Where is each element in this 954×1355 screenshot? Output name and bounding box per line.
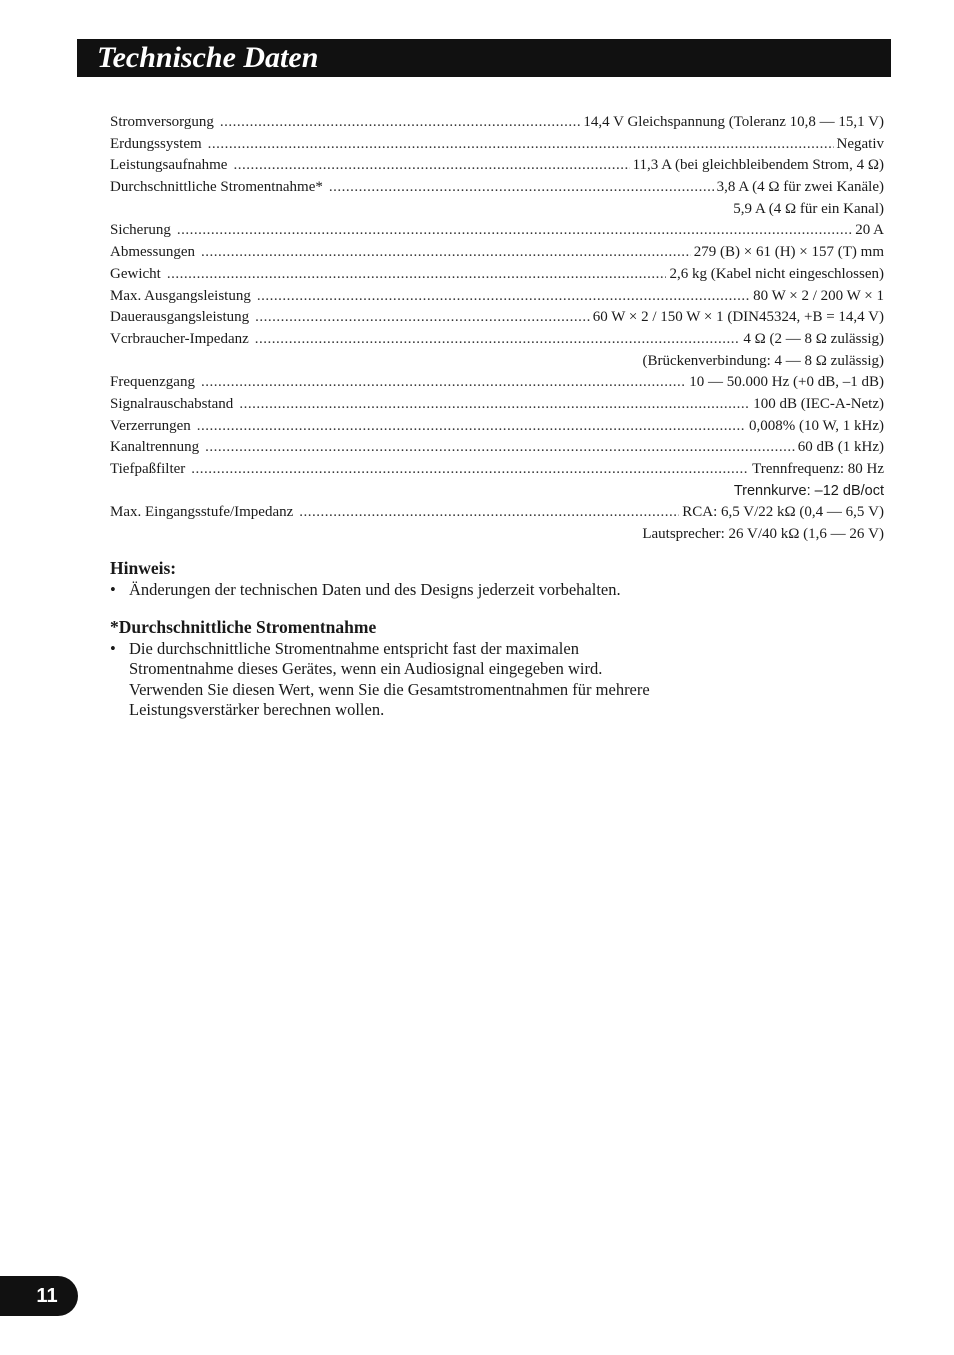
spec-value: 0,008% (10 W, 1 kHz) [749,417,884,434]
spec-list [110,112,884,546]
leader-dots [167,264,667,286]
hinweis-heading: Hinweis: [110,558,177,578]
notes-section [110,556,890,721]
spec-value: 14,4 V Gleichspannung (Toleranz 10,8 — 15,1 V) [583,114,884,130]
spec-label: Kanaltrennung [110,439,200,456]
spec-continuation: 5,9 A (4 Ω für ein Kanal) [733,200,884,217]
stromentnahme-heading: *Durchschnittliche Stromentnahme [110,616,377,637]
hinweis-bullet-item [110,580,890,601]
spec-row [110,286,884,308]
stromentnahme-line: Die durchschnittliche Stromentnahme entspricht fast der maximalen [129,638,579,658]
spec-continuation: Lautsprecher: 26 V/40 kΩ (1,6 — 26 V) [642,526,884,543]
leader-dots [197,416,746,438]
spec-label: Max. Eingangsstufe/Impedanz [110,504,294,521]
spec-value: 100 dB (IEC-A-Netz) [753,395,884,412]
spec-row [110,416,884,438]
spec-row [110,502,884,524]
spec-label: Gewicht [110,265,161,282]
spec-label: Vcrbraucher-Impedanz [110,330,249,347]
spec-value: 60 dB (1 kHz) [797,439,884,456]
spec-label: Max. Ausgangsleistung [110,287,251,304]
bullet-mark: • [110,638,116,658]
spec-value: 80 W × 2 / 200 W × 1 [753,287,884,304]
spec-row [110,112,884,134]
leader-dots [205,437,795,459]
spec-value: 10 — 50.000 Hz (+0 dB, –1 dB) [689,374,884,391]
spec-label: Leistungsaufnahme [110,157,228,174]
spec-label: Abmessungen [110,244,195,261]
stromentnahme-text [129,639,890,721]
leader-dots [299,502,679,524]
leader-dots [257,286,750,308]
stromentnahme-line: Stromentnahme dieses Gerätes, wenn ein Audiosignal eingegeben wird. [129,659,603,679]
spec-row [110,155,884,177]
leader-dots [201,242,691,264]
spec-value: Negativ [836,135,884,152]
hinweis-line: Änderungen der technischen Daten und des Designs jederzeit vorbehalten. [129,580,621,599]
spec-label: Sicherung [110,222,171,239]
bullet-mark: • [110,580,116,599]
leader-dots [177,220,852,242]
title-bar [77,39,891,77]
leader-dots [220,112,581,134]
spec-value: RCA: 6,5 V/22 kΩ (0,4 — 6,5 V) [682,504,884,521]
stromentnahme-bullet-item [110,639,890,721]
spec-label: Stromversorgung [110,114,214,130]
spec-row [110,134,884,156]
spec-row [110,242,884,264]
leader-dots [191,459,749,481]
spec-row [110,264,884,286]
spec-value: Trennfrequenz: 80 Hz [752,461,884,477]
spec-label: Signalrauschabstand [110,395,234,412]
spec-value: 2,6 kg (Kabel nicht eingeschlossen) [669,265,884,282]
spec-row [110,329,884,351]
leader-dots [255,329,741,351]
spec-label: Verzerrungen [110,417,191,434]
leader-dots [239,394,750,416]
page-number: 11 [0,1276,78,1316]
spec-continuation: (Brückenverbindung: 4 — 8 Ω zulässig) [642,352,884,369]
spec-label: Frequenzgang [110,374,195,391]
spec-value: 20 A [855,222,884,239]
spec-label: Tiefpaßfilter [110,461,186,477]
spec-value: 3,8 A (4 Ω für zwei Kanäle) [716,179,884,196]
spec-continuation: Trennkurve: –12 dB/oct [733,482,884,499]
leader-dots [201,372,686,394]
leader-dots [255,307,590,329]
leader-dots [208,134,834,156]
spec-label: Dauerausgangsleistung [110,309,250,326]
spec-value: 4 Ω (2 — 8 Ω zulässig) [743,330,884,347]
page-title: Technische Daten [97,41,319,74]
hinweis-text [129,580,890,601]
stromentnahme-line: Leistungsverstärker berechnen wollen. [129,700,385,720]
spec-row [110,437,884,459]
spec-value: 60 W × 2 / 150 W × 1 (DIN45324, +B = 14,4 V) [592,309,884,326]
spec-value: 279 (B) × 61 (H) × 157 (T) mm [693,244,884,261]
spec-row [110,459,884,481]
leader-dots [233,155,629,177]
stromentnahme-line: Verwenden Sie diesen Wert, wenn Sie die Gesamtstromentnahmen für mehrere [129,679,650,699]
spec-value: 11,3 A (bei gleichbleibendem Strom, 4 Ω) [632,157,884,174]
spec-label: Durchschnittliche Stromentnahme* [110,179,323,196]
spec-row [110,177,884,199]
leader-dots [329,177,714,199]
spec-row [110,307,884,329]
spec-row [110,394,884,416]
spec-label: Erdungssystem [110,135,202,152]
spec-row [110,372,884,394]
spec-row [110,220,884,242]
